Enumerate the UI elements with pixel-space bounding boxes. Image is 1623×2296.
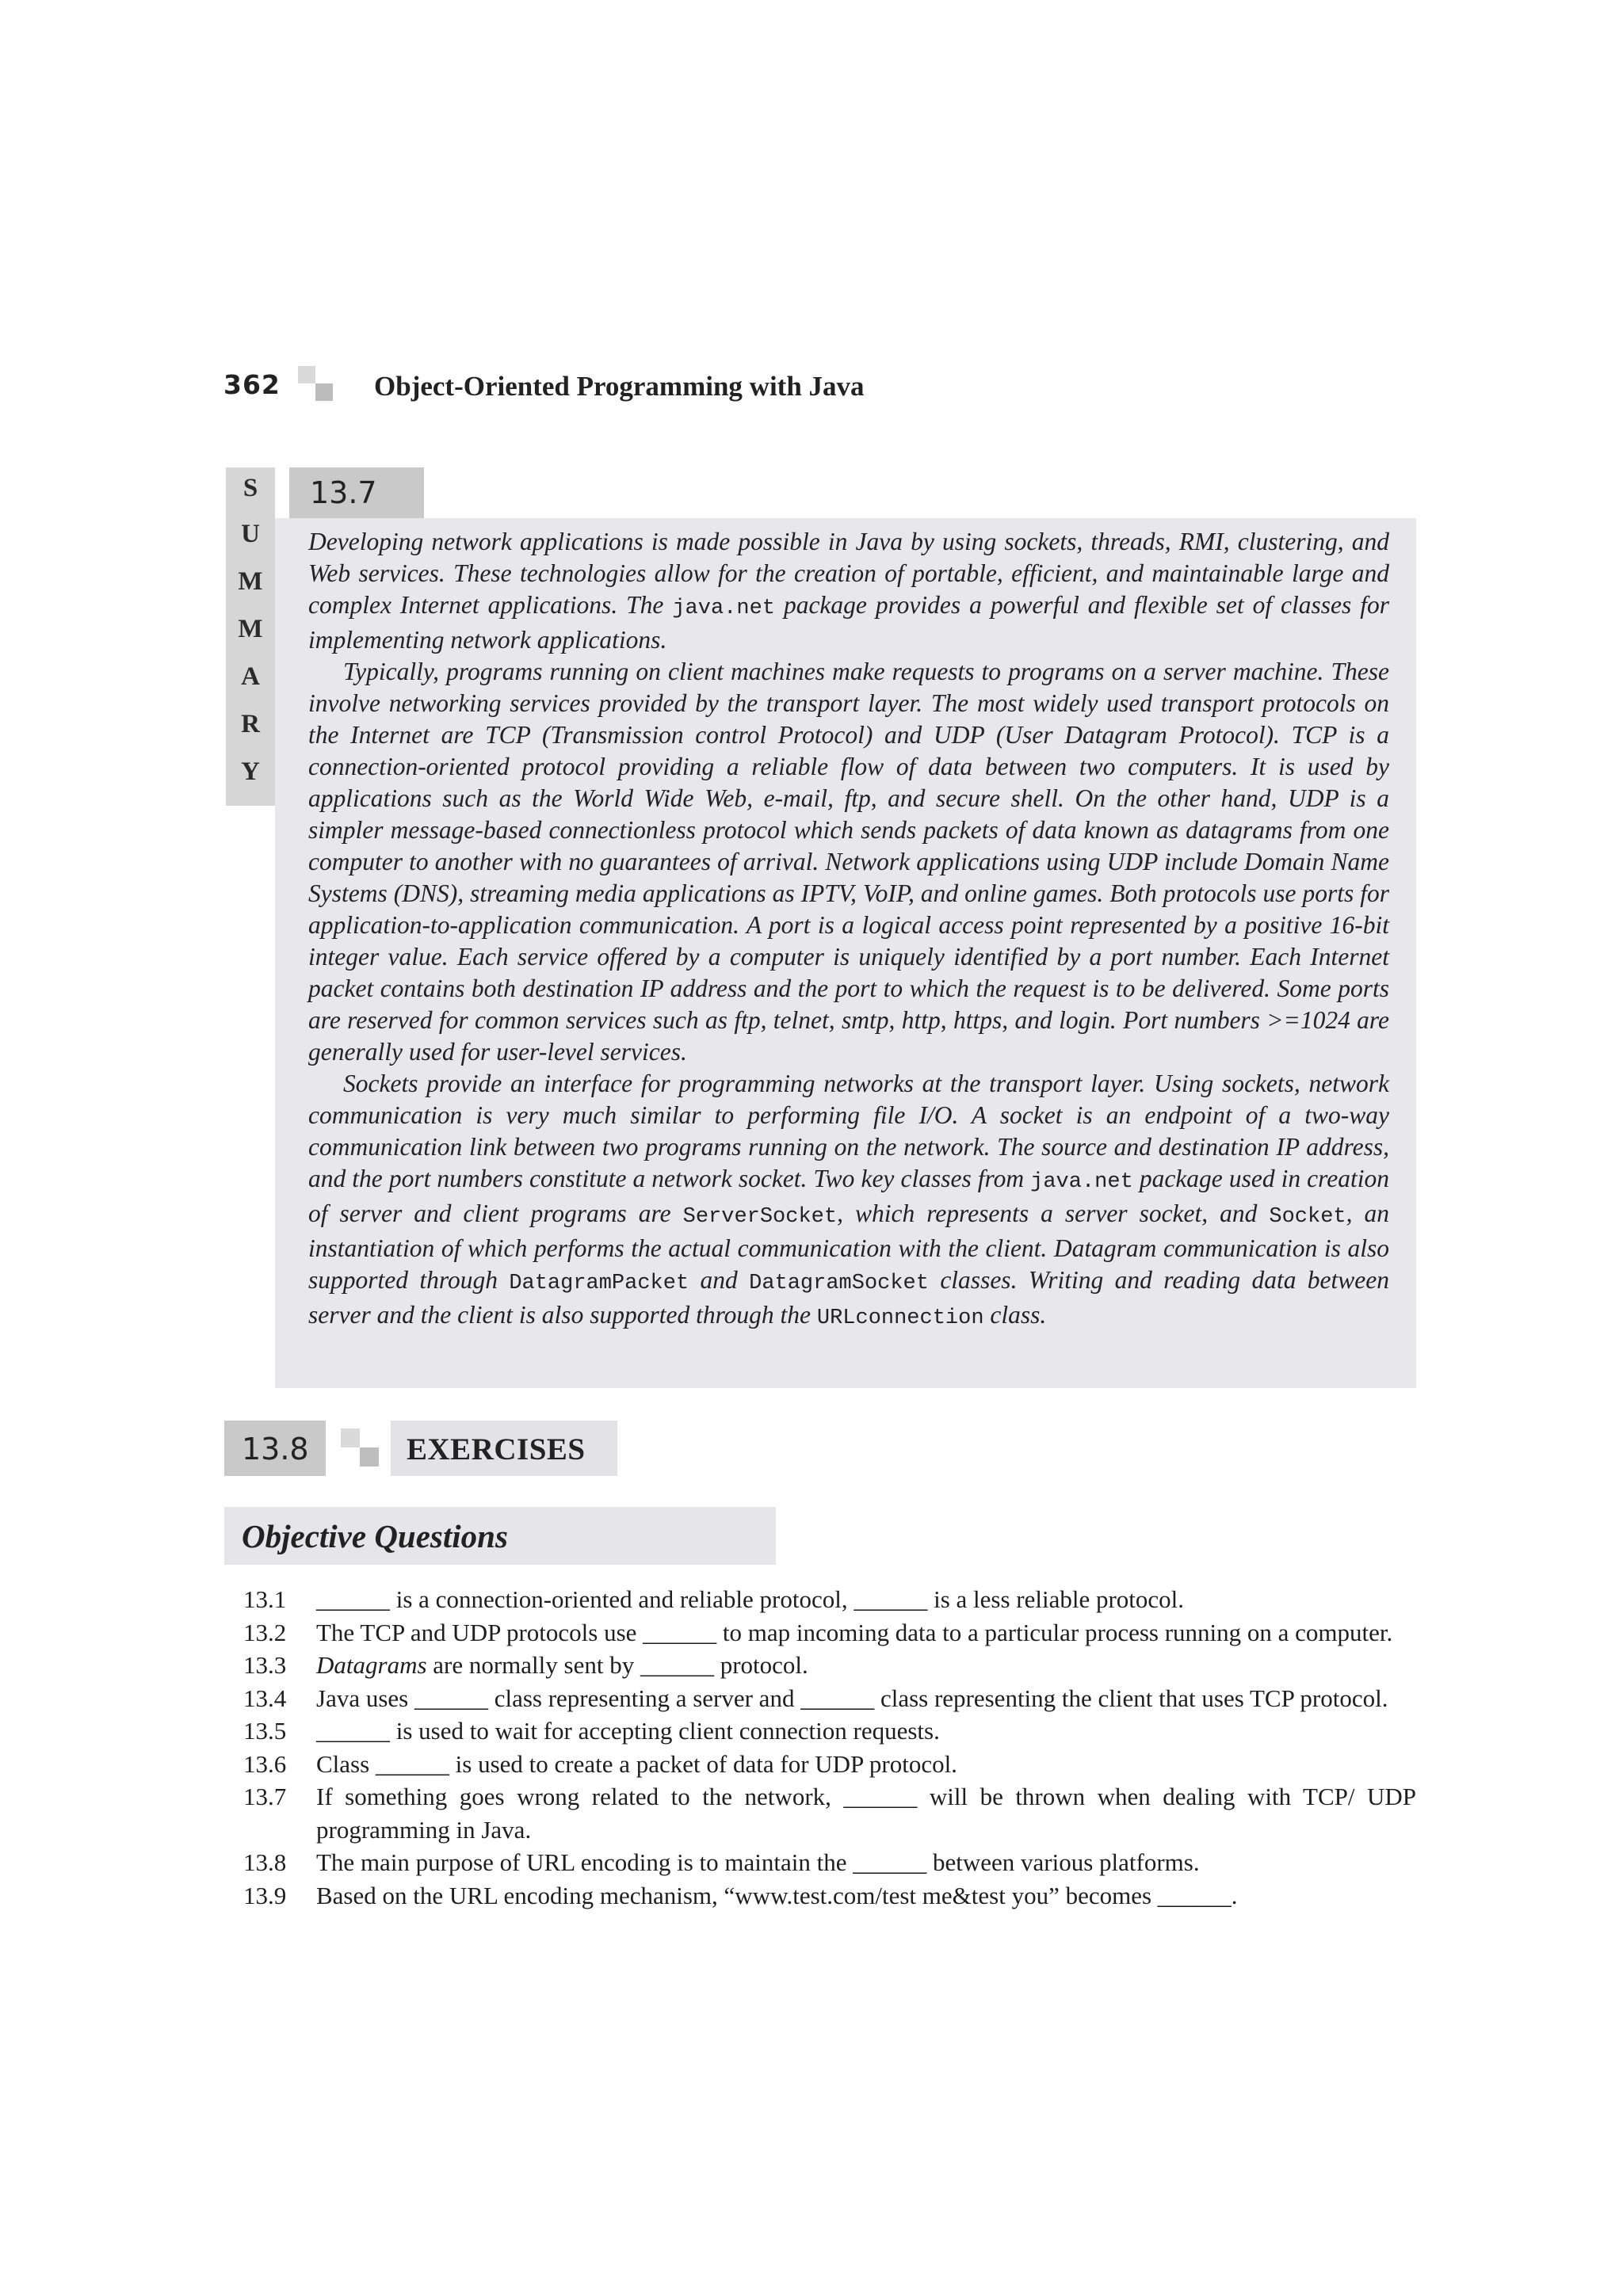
sidebar-letter: A (241, 662, 260, 691)
question-item (243, 1780, 1416, 1846)
summary-box (275, 518, 1416, 1388)
sidebar-letter: M (238, 567, 263, 596)
exercises-title: EXERCISES (407, 1432, 586, 1466)
book-title: Object-Oriented Programming with Java (374, 371, 865, 402)
question-item (243, 1846, 1416, 1879)
summary-paragraph: Typically, programs running on client machines make requests to programs on a server machine. These involve networking services provided by the transport layer. The most widely used transport protocols on the Internet are TCP (Transmission control Protocol) and UDP (User Datagram Protocol). TCP is a connection-oriented protocol providing a reliable flow of data between two computers. It is used by applications such as the World Wide Web, e-mail, ftp, and secure shell. On the other hand, UDP is a simpler message-based connectionless protocol which sends packets of data known as datagrams from one computer to another with no guarantees of arrival. Network applications using UDP include Domain Name Systems (DNS), streaming media applications as IPTV, VoIP, and online games. Both protocols use ports for application-to-application communication. A port is a logical access point represented by a positive 16-bit integer value. Each service offered by a computer is uniquely identified by a port number. Each Internet packet contains both destination IP address and the port to which the request is to be delivered. Some ports are reserved for common services such as ftp, telnet, smtp, http, https, and login. Port numbers >=1024 are generally used for user-level services. (308, 658, 1389, 1066)
question-number: 13.9 (243, 1881, 287, 1909)
question-text: are normally sent by ______ protocol. (426, 1651, 808, 1679)
question-text: Class ______ is used to create a packet of data for UDP protocol. (316, 1749, 957, 1778)
code-term: DatagramSocket (749, 1272, 929, 1295)
heading-decor-square (360, 1447, 379, 1466)
question-number: 13.1 (243, 1585, 287, 1613)
summary-section-tab (289, 467, 424, 518)
question-number: 13.4 (243, 1684, 287, 1712)
objective-questions-title: Objective Questions (242, 1518, 508, 1554)
heading-decor-square (341, 1428, 360, 1447)
question-item (243, 1682, 1416, 1715)
question-number: 13.6 (243, 1749, 287, 1778)
sidebar-letter: U (241, 520, 260, 548)
code-term: Socket (1269, 1205, 1346, 1229)
sidebar-letter: S (242, 474, 258, 502)
summary-text (308, 526, 1389, 1334)
question-text: Based on the URL encoding mechanism, “www.test.com/test me&test you” becomes ______. (316, 1881, 1238, 1909)
question-item (243, 1649, 1416, 1682)
exercises-title-tab (391, 1421, 617, 1476)
question-number: 13.3 (243, 1651, 287, 1679)
header-decor-square (315, 383, 333, 401)
exercises-section-number: 13.8 (242, 1432, 309, 1466)
sidebar-letter: M (238, 615, 263, 643)
sidebar-letter: Y (241, 757, 260, 786)
question-item (243, 1583, 1416, 1616)
question-item (243, 1748, 1416, 1781)
question-text: ______ is a connection-oriented and reliable protocol, ______ is a less reliable protocol. (316, 1585, 1185, 1613)
summary-paragraph: Sockets provide an interface for programming networks at the transport layer. Using sockets, network communication is very much similar to performing file I/O. A socket is an endpoint of a two-way communication link between two programs running on the network. The source and destination IP address, and the port numbers constitute a network socket. Two key classes from java.net package used in creation of server and client programs are ServerSocket, which represents a server socket, and Socket, an instantiation of which performs the actual communication with the client. Datagram communication is also supported through DatagramPacket and DatagramSocket classes. Writing and reading data between server and the client is also supported through the URLconnection class. (308, 1070, 1390, 1330)
objective-questions-heading (224, 1507, 776, 1565)
question-number: 13.8 (243, 1848, 287, 1876)
header-decor-square (298, 366, 315, 383)
code-term: java.net (672, 597, 775, 620)
question-number: 13.2 (243, 1618, 287, 1646)
question-text: If something goes wrong related to the network, ______ will be thrown when dealing with TCP/ UDP programming in Java. (316, 1783, 1416, 1844)
question-number: 13.7 (243, 1783, 287, 1810)
code-term: ServerSocket (682, 1205, 838, 1229)
code-term: java.net (1030, 1170, 1133, 1194)
question-item (243, 1879, 1416, 1913)
question-item (243, 1714, 1416, 1748)
code-term: URLconnection (816, 1306, 984, 1330)
code-term: DatagramPacket (509, 1272, 689, 1295)
sidebar-letter: R (241, 710, 260, 738)
question-text: Java uses ______ class representing a server and ______ class representing the client that uses TCP protocol. (316, 1684, 1388, 1712)
page-number: 362 (223, 369, 281, 400)
question-text: The main purpose of URL encoding is to maintain the ______ between various platforms. (316, 1848, 1200, 1876)
summary-paragraph: Developing network applications is made possible in Java by using sockets, threads, RMI, clustering, and Web services. These technologies allow for the creation of portable, efficient, and maintainable large and complex Internet applications. The java.net package provides a powerful and flexible set of classes for implementing network applications. (308, 528, 1390, 654)
question-text: The TCP and UDP protocols use ______ to map incoming data to a particular process running on a computer. (316, 1618, 1393, 1646)
question-text: ______ is used to wait for accepting client connection requests. (316, 1717, 940, 1745)
question-number: 13.5 (243, 1717, 287, 1745)
question-item (243, 1616, 1416, 1650)
summary-section-number: 13.7 (310, 475, 377, 510)
question-list (243, 1583, 1416, 1912)
question-emphasis: Datagrams (316, 1651, 427, 1679)
summary-sidebar (226, 467, 275, 806)
exercises-section-tab (224, 1421, 326, 1476)
